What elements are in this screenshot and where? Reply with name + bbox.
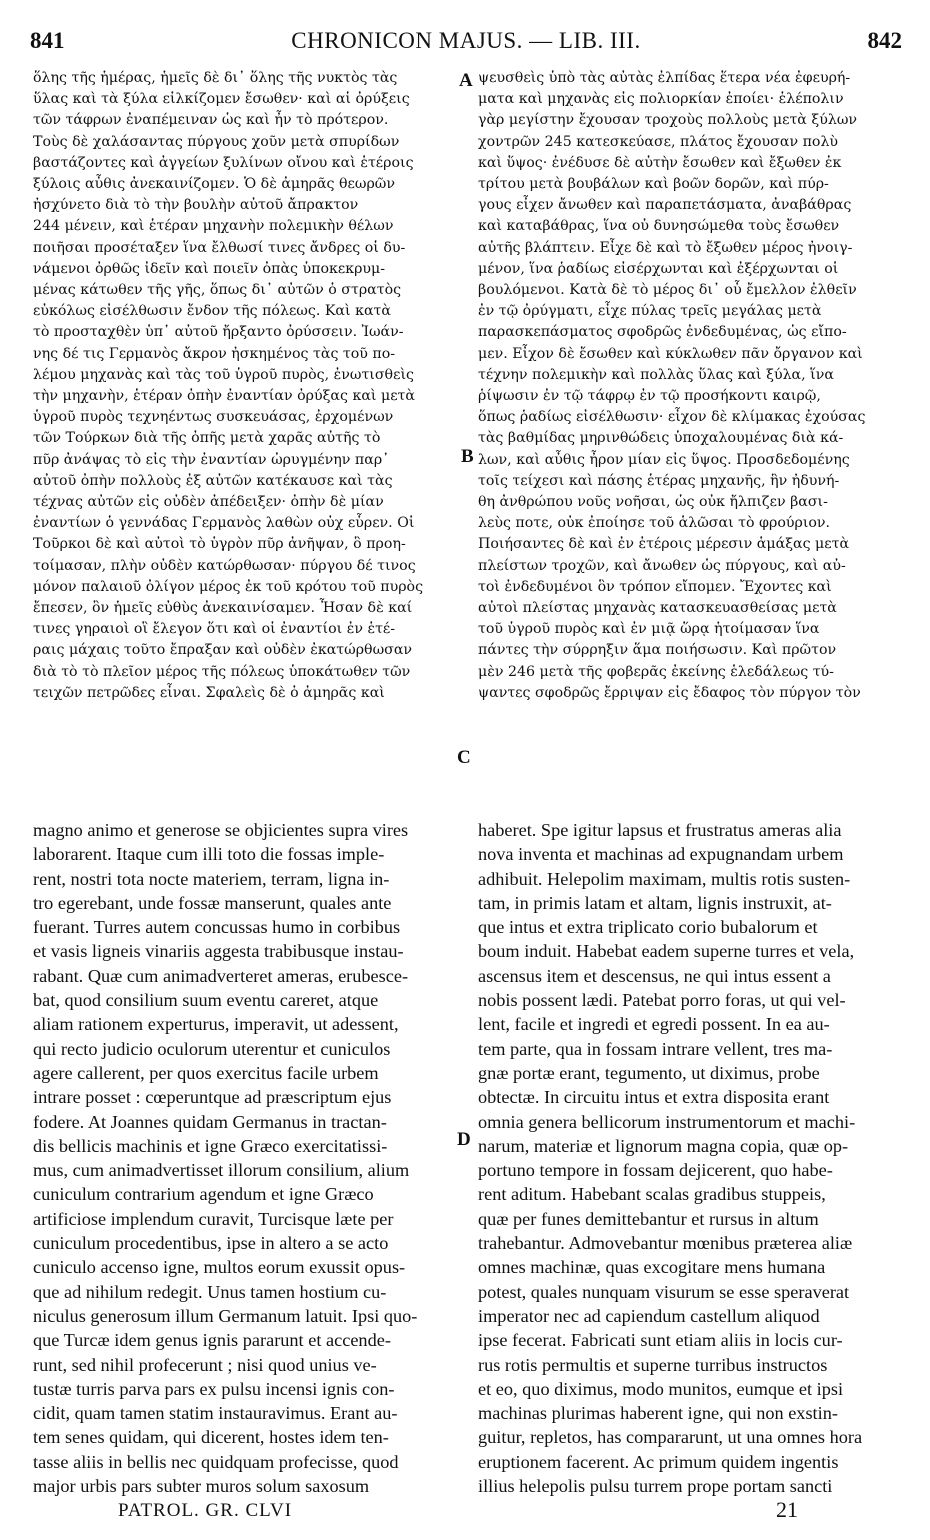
text-line: qui recto judicio oculorum uterentur et cuniculos — [33, 1038, 391, 1059]
text-line: cuniculum procedentibus, ipse in altero a se acto — [33, 1233, 389, 1254]
text-line: tro egerebant, unde fossæ manserunt, quales ante — [33, 892, 392, 913]
greek-column-left — [33, 68, 458, 768]
text-line: γους εἶχεν ἄνωθεν καὶ παραπετάσματα, ἀναβάθρας — [478, 197, 852, 214]
text-line: μένον, ἵνα ῥαδίως εἰσέρχωνται καὶ ἐξέρχωνται οἱ — [478, 260, 839, 277]
text-line: potest, quales nunquam visurum se esse speraverat — [478, 1281, 850, 1302]
text-line: tem parte, qua in fossam intrare vellent, tres ma- — [478, 1038, 833, 1059]
text-line: ἠσχύνετο διὰ τὸ τὴν βουλὴν αὐτοῦ ἄπρακτον — [33, 197, 359, 214]
text-line: ποιῆσαι προσέταξεν ἵνα ἔλθωσί τινες ἄνδρες οἱ δυ- — [33, 239, 406, 256]
text-line: τῶν τάφρων ἐναπέμειναν ὡς καὶ ἦν τὸ πρότερον. — [33, 112, 389, 129]
text-line: eruptionem facerent. Ac primum quidem ingentis — [478, 1451, 839, 1472]
text-line: quæ per funes demittebantur et rursus in altum — [478, 1208, 819, 1229]
text-line: lent, facile et ingredi et egredi possent. In ea au- — [478, 1014, 830, 1035]
text-line: laborarent. Itaque cum illi toto die fossas imple- — [33, 844, 385, 865]
text-line: λων, καὶ αὖθις ἦρον μίαν εἰς ὕψος. Προσδεδομένης — [478, 451, 850, 468]
text-line: πῦρ ἀνάψας τὸ εἰς τὴν ἐναντίαν ὠρυγμένην παρ᾽ — [33, 451, 390, 468]
text-line: Ποιήσαντες δὲ καὶ ἐν ἑτέροις μέρεσιν ἁμάξας μετὰ — [478, 536, 850, 553]
text-line: gnæ portæ erant, tegumento, ut diximus, probe — [478, 1062, 820, 1083]
text-line: trahebantur. Admovebantur mœnibus præterea aliæ — [478, 1233, 853, 1254]
text-line: τὸ προσταχθὲν ὑπ᾽ αὐτοῦ ἤρξαντο ὀρύσσειν. Ἰωάν- — [33, 324, 404, 341]
running-header — [30, 28, 902, 58]
text-line: imperator nec ad capiendum castellum aliquod — [478, 1305, 820, 1326]
text-line: portuno tempore in fossam dejicerent, quo habe- — [478, 1160, 833, 1181]
text-line: αὐτῆς βλάπτειν. Εἶχε δὲ καὶ τὸ ἔξωθεν μέρος ἠνοιγ- — [478, 239, 853, 256]
margin-marker-c: C — [457, 747, 471, 768]
text-line: μόνον παλαιοῦ ὀλίγον μέρος ἐκ τοῦ κρότου τοῦ πυρὸς — [33, 578, 424, 595]
text-line: τοῖς τείχεσι καὶ πάσης ἑτέρας μηχανῆς, ἣν ἠδυνή- — [478, 472, 840, 489]
text-line: θη ἀνθρώπου νοῦς νοῆσαι, ὡς οὐκ ἤλπιζεν βασι- — [478, 494, 828, 511]
text-line: αὐτοῦ ὀπὴν πολλοὺς ἐξ αὐτῶν κατέκαυσε καὶ τὰς — [33, 472, 393, 489]
text-line: fodere. At Joannes quidam Germanus in tractan- — [33, 1111, 387, 1132]
text-line: ὕλας καὶ τὰ ξύλα εἱλκίζομεν ἔσωθεν· καὶ αἱ ὀρύξεις — [33, 91, 410, 108]
text-line: runt, sed nihil profecerunt ; nisi quod unius ve- — [33, 1354, 377, 1375]
text-line: cuniculum contrarium agendum et igne Græco — [33, 1184, 374, 1205]
text-line: χοντρῶν 245 κατεσκεύασε, πλάτος ἔχουσαν πολὺ — [478, 133, 839, 150]
text-line: τινες γηραιοὶ οἳ ἔλεγον ὅτι καὶ οἱ ἐναντίοι ἐν ἑτέ- — [33, 621, 396, 638]
text-line: nobis possent lædi. Patebat porro foras, ut qui vel- — [478, 990, 846, 1011]
text-line: illius helepolis pulsu turrem prope portam sancti — [478, 1476, 833, 1497]
text-line: τῶν Τούρκων διὰ τῆς ὀπῆς μετὰ χαρᾶς αὐτῆς τὸ — [33, 430, 381, 447]
margin-marker-d: D — [457, 1129, 471, 1150]
text-line: ῥίψωσιν ἐν τῷ τάφρῳ ἐν τῷ προσήκοντι καιρῷ, — [478, 388, 821, 405]
text-line: καὶ καταβάθρας, ἵνα οὐ δυνησώμεθα τοὺς ἔσωθεν — [478, 218, 840, 235]
text-line: nova inventa et machinas ad expugnandam urbem — [478, 844, 844, 865]
text-line: haberet. Spe igitur lapsus et frustratus ameras alia — [478, 820, 842, 840]
text-line: rus rotis permultis et superne turribus instructos — [478, 1354, 828, 1375]
page-number-right: 842 — [867, 28, 902, 53]
text-line: Τοὺς δὲ χαλάσαντας πύργους χοῦν μετὰ σπυρίδων — [33, 133, 400, 150]
text-line: 244 μένειν, καὶ ἑτέραν μηχανὴν πολεμικὴν θέλων — [33, 218, 394, 235]
text-line: que intus et extra triplicato corio bubalorum et — [478, 917, 818, 938]
text-line: tustæ turris parva pars ex pulsu incensi ignis con- — [33, 1378, 395, 1399]
text-line: γὰρ μεγίστην ἔχουσαν τροχοὺς πολλοὺς μετὰ ξύλων — [478, 112, 858, 129]
text-line: boum induit. Habebat eadem superne turres et vela, — [478, 941, 855, 962]
text-line: tasse aliis in bellis nec quidquam profecisse, quod — [33, 1451, 399, 1472]
text-line: εὐκόλως εἰσέλθωσιν ἔνδον τῆς πόλεως. Καὶ κατὰ — [33, 303, 391, 320]
text-line: obtectæ. In circuitu intus et extra disposita erant — [478, 1087, 830, 1108]
text-line: ἐν τῷ ὀρύγματι, εἶχε πύλας τρεῖς μεγάλας μετὰ — [478, 303, 822, 320]
text-line: ραις μάχαις τοῦτο ἔπραξαν καὶ οὐδὲν ἐκατώρθωσαν — [33, 642, 413, 659]
text-line: omnia genera bellicorum instrumentorum et machi- — [478, 1111, 856, 1132]
text-line: μὲν 246 μετὰ τῆς φοβερᾶς ἐκείνης ἑλεδάλεως τύ- — [478, 663, 834, 680]
text-line: λεὺς ποτε, οὐκ ἐποίησε τοῦ ἁλῶσαι τὸ φρούριον. — [478, 515, 831, 532]
text-line: cidit, quam tamen statim instauravimus. Erant au- — [33, 1403, 398, 1424]
running-title: CHRONICON MAJUS. — LIB. III. — [291, 28, 641, 53]
text-line: ψαντες σφοδρῶς ἔρριψαν εἰς ἔδαφος τὸν πύργον τὸν — [478, 684, 861, 701]
text-line: τέχνην πολεμικὴν καὶ πολλὰς ὕλας καὶ ξύλα, ἵνα — [478, 366, 834, 383]
footer-sheet-number: 21 — [776, 1497, 798, 1522]
text-line: τέχνας αὐτῶν εἰς οὐδὲν ἀπέδειξεν· ὀπὴν δὲ μίαν — [33, 494, 384, 511]
text-line: μένας κάτωθεν τῆς γῆς, ὅπως δι᾽ αὐτῶν ὁ στρατὸς — [33, 282, 402, 299]
text-line: καὶ ὕψος· ἐνέδυσε δὲ αὐτὴν ἔσωθεν καὶ ἔξωθεν ἐκ — [478, 154, 842, 171]
text-line: μεν. Εἶχον δὲ ἔσωθεν καὶ κύκλωθεν πᾶν ὄργανον καὶ — [478, 345, 863, 362]
text-line: rabant. Quæ cum animadverteret ameras, erubesce- — [33, 965, 409, 986]
text-line: ἐναντίων ὁ γεννάδας Γερμανὸς λαθὼν οὐχ εὗρεν. Οἱ — [33, 515, 415, 532]
text-line: τρίτου μετὰ βουβάλων καὶ βοῶν δορῶν, καὶ πύρ- — [478, 176, 829, 193]
text-line: que Turcæ idem genus ignis pararunt et accende- — [33, 1330, 391, 1351]
text-line: αὐτοὶ πλείστας μηχανὰς κατασκευασθείσας μετὰ — [478, 600, 837, 617]
text-line: τοίμασαν, πλὴν οὐδὲν κατώρθωσαν· πύργου δέ τινος — [33, 557, 416, 574]
text-line: παρασκεπάσματος σφοδρῶς ἐνδεδυμένας, ὡς εἴπο- — [478, 324, 847, 341]
latin-column-left — [33, 818, 458, 1498]
text-line: ipse fecerat. Fabricati sunt etiam aliis in locis cur- — [478, 1330, 843, 1351]
text-line: que ad nihilum redegit. Unus tamen hostium cu- — [33, 1281, 387, 1302]
text-line: ψευσθεὶς ὑπὸ τὰς αὐτὰς ἐλπίδας ἕτερα νέα ἐφευρή- — [478, 70, 851, 86]
text-line: tem senes quidam, qui dicerent, hostes idem ten- — [33, 1427, 389, 1448]
text-line: τοῦ ὑγροῦ πυρὸς καὶ ἐν μιᾷ ὥρᾳ ἡτοίμασαν ἵνα — [478, 621, 820, 638]
text-line: artificiose implendum curavit, Turcisque læte per — [33, 1208, 394, 1229]
footer-signature: PATROL. GR. CLVI — [118, 1500, 293, 1521]
text-line: adhibuit. Helepolim maximam, multis rotis susten- — [478, 868, 851, 889]
greek-column-right — [478, 68, 906, 768]
text-line: et vasis ligneis vinariis aggesta trabibusque instau- — [33, 941, 404, 962]
text-line: ascensus item et descensus, ne qui intus essent a — [478, 965, 831, 986]
text-line: βουλόμενοι. Κατὰ δὲ τὸ μέρος δι᾽ οὗ ἔμελλον ἐλθεῖν — [478, 282, 857, 299]
text-line: ὅπως ῥαδίως εἰσέλθωσιν· εἶχον δὲ κλίμακας ἐχούσας — [478, 409, 866, 426]
text-line: cuniculo accenso igne, multos eorum exussit opus- — [33, 1257, 406, 1278]
text-line: et eo, quo diximus, modo munitos, eumque et ipsi — [478, 1378, 844, 1399]
text-line: rent aditum. Habebant scalas gradibus stuppeis, — [478, 1184, 826, 1205]
text-line: ματα καὶ μηχανὰς εἰς πολιορκίαν ἐποίει· ἑλέπολιν — [478, 91, 844, 108]
text-line: guitur, repletos, has compararunt, ut una omnes hora — [478, 1427, 863, 1448]
text-line: mus, cum animadvertisset illorum consilium, alium — [33, 1160, 410, 1181]
text-line: λέμου μηχανὰς καὶ τὰς τοῦ ὑγροῦ πυρὸς, ἐνωτισθεὶς — [33, 366, 414, 383]
text-line: ὅλης τῆς ἡμέρας, ἡμεῖς δὲ δι᾽ ὅλης τῆς νυκτὸς τὰς — [33, 70, 398, 86]
text-line: omnes machinæ, quas excogitare mens humana — [478, 1257, 826, 1278]
text-line: ἔπεσεν, ὃν ἡμεῖς εὐθὺς ἀνεκαινίσαμεν. Ἦσαν δὲ καί — [33, 600, 413, 617]
page-number-left: 841 — [30, 28, 65, 53]
text-line: ξύλοις αὖθις ἀνεκαινίζομεν. Ὁ δὲ ἀμηρᾶς θεωρῶν — [33, 176, 395, 193]
text-line: intrare posset : cœperuntque ad præscriptum ejus — [33, 1087, 392, 1108]
text-line: fuerant. Turres autem concussas humo in corbibus — [33, 917, 401, 938]
text-line: aliam rationem experturus, imperavit, ut adessent, — [33, 1014, 399, 1035]
latin-column-right — [478, 818, 906, 1498]
text-line: νάμενοι ὀρθῶς ἰδεῖν καὶ ποιεῖν ὀπὰς ὑποκεκρυμ- — [33, 260, 386, 277]
text-line: machinas plurimas haberent igne, qui non exstin- — [478, 1403, 838, 1424]
text-line: agere callerent, per quos exercitus facile urbem — [33, 1062, 379, 1083]
text-line: magno animo et generose se objicientes supra vires — [33, 820, 409, 840]
text-line: tam, in primis latam et altam, lignis instruxit, at- — [478, 892, 832, 913]
text-line: τειχῶν πετρῶδες εἶναι. Σφαλεὶς δὲ ὁ ἀμηρᾶς καὶ — [33, 684, 385, 701]
text-line: τὴν μηχανὴν, ἑτέραν ὀπὴν ἐναντίαν ὀρύξας καὶ μετὰ — [33, 388, 415, 405]
text-line: Τοῦρκοι δὲ καὶ αὐτοὶ τὸ ὑγρὸν πῦρ ἀνῆψαν, ὃ προη- — [33, 536, 406, 553]
margin-marker-a: A — [459, 70, 473, 91]
text-line: βαστάζοντες καὶ ἀγγείων ξυλίνων οἴνου καὶ ἑτέροις — [33, 154, 414, 171]
text-line: rent, nostri tota nocte materiem, terram, ligna in- — [33, 868, 390, 889]
text-line: major urbis pars subter muros solum saxosum — [33, 1476, 370, 1497]
text-line: niculus generosum illum Germanum latuit. Ipsi quo- — [33, 1305, 418, 1326]
text-line: narum, materiæ et lignorum magna copia, quæ op- — [478, 1135, 849, 1156]
text-line: bat, quod consilium suum eventu careret, atque — [33, 990, 379, 1011]
text-line: πλείστων τροχῶν, καὶ ἄνωθεν ὡς πύργους, καὶ αὐ- — [478, 557, 846, 574]
text-line: ὑγροῦ πυρὸς τεχνηέντως συσκευάσας, ἐρχομένων — [33, 409, 394, 426]
text-line: διὰ τὸ τὸ πλεῖον μέρος τῆς πόλεως ὑποκάτωθεν τῶν — [33, 663, 411, 680]
text-line: πάντες τὴν σύρρηξιν ἅμα ποιήσωσιν. Καὶ πρῶτον — [478, 642, 837, 659]
text-line: τοὶ ἐνδεδυμένοι ὃν τρόπον εἴπομεν. Ἔχοντες καὶ — [478, 578, 832, 595]
margin-marker-b: B — [461, 446, 474, 467]
text-line: dis bellicis machinis et igne Græco exercitatissi- — [33, 1135, 388, 1156]
text-line: νης δέ τις Γερμανὸς ἄκρον ἠσκημένος τὰς τοῦ πο- — [33, 345, 396, 362]
text-line: τὰς βαθμίδας μηρινθώδεις ὑποχαλουμένας διὰ κά- — [478, 430, 844, 447]
